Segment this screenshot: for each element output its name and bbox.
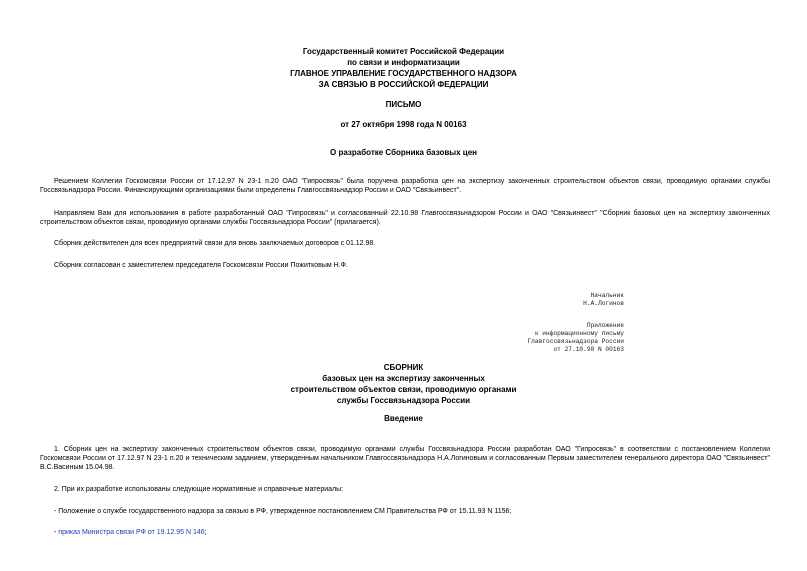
- intro-paragraph-4: [40, 528, 770, 537]
- doc-subject: О разработке Сборника базовых цен: [330, 148, 477, 157]
- intro-paragraph-2: 2. При их разработке использованы следующие нормативные и справочные материалы:: [54, 486, 344, 493]
- paragraph-3: Сборник действителен для всех предприятий связи для вновь заключаемых договоров с 01.12.98.: [54, 240, 376, 247]
- doc-date: от 27 октября 1998 года N 00163: [340, 120, 467, 129]
- appendix-line-1: Приложение: [586, 322, 624, 329]
- intro-item-dash: -: [54, 529, 59, 536]
- header-line-2: по связи и информатизации: [347, 58, 460, 67]
- appendix-line-3: Главгоссвязьнадзора России: [527, 338, 624, 345]
- order-146-link[interactable]: приказ Министра связи РФ от 19.12.95 N 146: [58, 529, 205, 536]
- intro-item-suffix: ;: [204, 529, 207, 536]
- collection-title-line-4: службы Госсвязьнадзора России: [336, 396, 471, 405]
- doc-type: ПИСЬМО: [385, 100, 422, 109]
- intro-paragraph-3: - Положение о службе государственного надзора за связью в РФ, утвержденное постановлением СМ Правительства РФ от 15.11.93 N 1156;: [54, 508, 512, 515]
- appendix-line-4: от 27.10.98 N 00163: [553, 346, 624, 353]
- signature-name: Н.А.Логинов: [583, 300, 624, 307]
- header-line-4: ЗА СВЯЗЬЮ В РОССИЙСКОЙ ФЕДЕРАЦИИ: [318, 80, 489, 89]
- collection-title-line-2: базовых цен на экспертизу законченных: [322, 374, 485, 383]
- header-line-3: ГЛАВНОЕ УПРАВЛЕНИЕ ГОСУДАРСТВЕННОГО НАДЗОРА: [290, 69, 517, 78]
- paragraph-4: Сборник согласован с заместителем председателя Госкомсвязи России Пожитковым Н.Ф.: [54, 262, 348, 269]
- paragraph-2: Направляем Вам для использования в работе разработанный ОАО "Гипросвязь" и согласованный 22.10.98 Главгоссвязьнадзором России и ОАО "Связьинвест" "Сборник базовых цен на экспертизу законченных строительством объектов связи, проводимую органами службы Госсвязьнадзора России" (прилагается).: [40, 210, 770, 226]
- intro-heading: Введение: [384, 414, 423, 423]
- collection-title-line-1: СБОРНИК: [383, 363, 424, 372]
- paragraph-1: Решением Коллегии Госкомсвязи России от 17.12.97 N 23-1 п.20 ОАО "Гипросвязь" была поручена разработка цен на экспертизу законченных строительством объектов связи, проводимую органами службы Госсвязьнадзора России. Финансирующими организациями были определены Главгоссвязьнадзор России и ОАО "Связьинвест".: [40, 178, 770, 194]
- signature-title: Начальник: [590, 292, 624, 299]
- appendix-line-2: к информационному письму: [534, 330, 624, 337]
- collection-title-line-3: строительством объектов связи, проводимую органами: [290, 385, 517, 394]
- header-line-1: Государственный комитет Российской Федерации: [302, 47, 505, 56]
- intro-paragraph-1: 1. Сборник цен на экспертизу законченных строительством объектов связи, проводимую органами службы Госсвязьнадзора России разработан ОАО "Гипросвязь" в соответствии с постановлением Коллегии Госкомсвязи России от 17.12.97 N 23-1 п.20 и техническим заданием, утвержденным начальником Главгоссвязьнадзора Н.А.Логиновым и согласованным Первым заместителем генерального директора ОАО "Связьинвест" В.С.Васиным 15.04.98.: [40, 446, 770, 471]
